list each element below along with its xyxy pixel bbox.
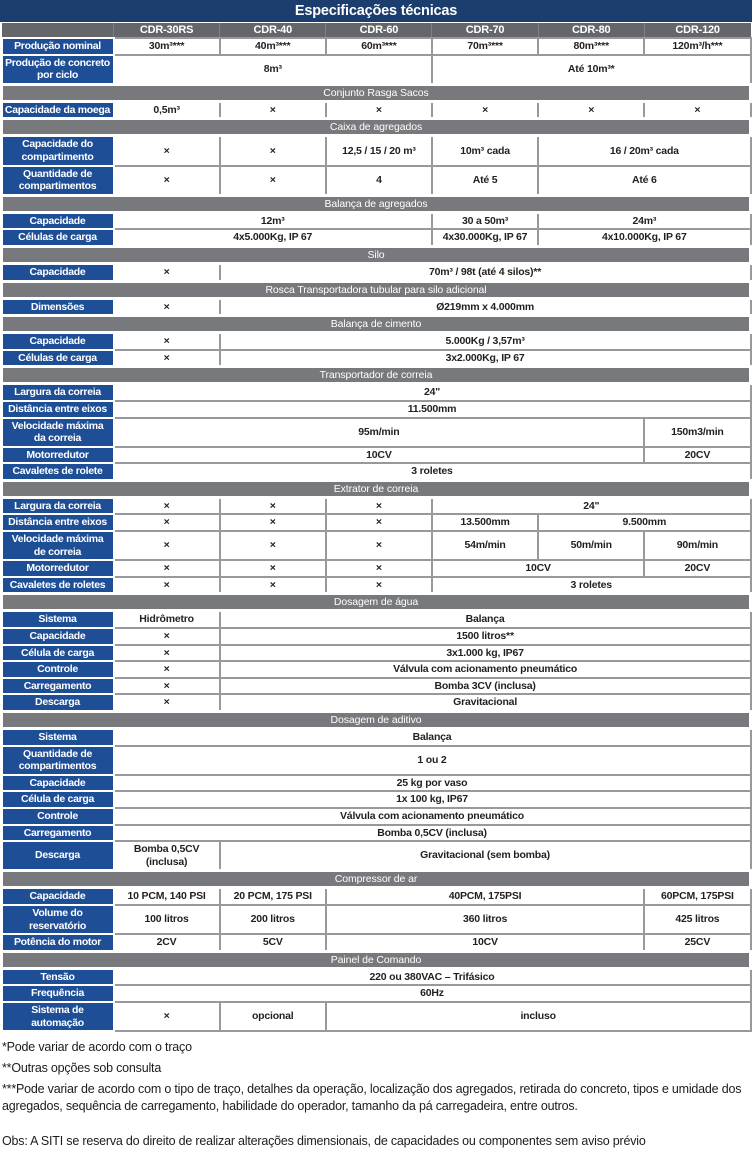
specs-table (0, 23, 752, 1032)
spec-cell: × (114, 1002, 220, 1031)
spec-cell: 95m/min (114, 418, 645, 447)
spec-cell: × (220, 577, 326, 594)
spec-row (2, 350, 751, 367)
spec-cell: × (326, 577, 432, 594)
spec-cell: 200 litros (220, 905, 326, 934)
spec-cell: Balança (114, 729, 751, 746)
spec-cell: 8m³ (114, 55, 432, 85)
section-row (2, 480, 751, 497)
spec-cell: 20CV (644, 447, 750, 464)
row-label: Carregamento (2, 825, 114, 842)
column-header: CDR-80 (538, 23, 644, 38)
spec-cell: 360 litros (326, 905, 644, 934)
spec-row (2, 825, 751, 842)
spec-row (2, 136, 751, 166)
spec-cell: × (220, 136, 326, 166)
spec-cell: Válvula com acionamento pneumático (220, 661, 751, 678)
section-header: Rosca Transportadora tubular para silo adicional (2, 281, 751, 298)
row-label: Distância entre eixos (2, 514, 114, 531)
column-header: CDR-70 (432, 23, 538, 38)
spec-row (2, 645, 751, 662)
row-label: Descarga (2, 694, 114, 711)
section-header: Painel de Comando (2, 951, 751, 968)
spec-cell: 60Hz (114, 985, 751, 1002)
spec-cell: 40m³*** (220, 38, 326, 55)
spec-row (2, 333, 751, 350)
row-label: Volume do reservatório (2, 905, 114, 934)
spec-cell: 24" (432, 497, 751, 514)
spec-cell: × (538, 101, 644, 119)
spec-cell: Balança (220, 611, 751, 628)
specs-table-body (2, 38, 751, 1031)
row-label: Velocidade máxima de correia (2, 531, 114, 560)
spec-cell: 0,5m³ (114, 101, 220, 119)
corner-cell (2, 23, 114, 38)
spec-row (2, 694, 751, 711)
spec-cell: 120m³/h*** (644, 38, 750, 55)
spec-cell: 1500 litros** (220, 628, 751, 645)
spec-row (2, 775, 751, 792)
spec-cell: Bomba 0,5CV (inclusa) (114, 825, 751, 842)
spec-cell: Gravitacional (220, 694, 751, 711)
spec-cell: × (220, 166, 326, 196)
row-label: Capacidade (2, 888, 114, 905)
footnote-traco: *Pode variar de acordo com o traço (2, 1040, 192, 1055)
spec-row (2, 678, 751, 695)
spec-cell: 40PCM, 175PSI (326, 888, 644, 905)
spec-cell: 10CV (432, 560, 644, 577)
row-label: Cavaletes de rolete (2, 463, 114, 480)
spec-row (2, 384, 751, 401)
spec-cell: × (326, 531, 432, 560)
spec-cell: × (326, 514, 432, 531)
row-label: Célula de carga (2, 791, 114, 808)
spec-row (2, 968, 751, 985)
spec-cell: 100 litros (114, 905, 220, 934)
row-label: Células de carga (2, 350, 114, 367)
row-label: Quantidade de compartimentos (2, 166, 114, 196)
spec-row (2, 611, 751, 628)
spec-row (2, 401, 751, 418)
row-label: Capacidade (2, 333, 114, 350)
row-label: Capacidade (2, 775, 114, 792)
section-row (2, 246, 751, 263)
spec-row (2, 463, 751, 480)
spec-cell: 50m/min (538, 531, 644, 560)
section-header: Conjunto Rasga Sacos (2, 84, 751, 101)
spec-cell: × (114, 577, 220, 594)
spec-row (2, 791, 751, 808)
spec-cell: 1 ou 2 (114, 746, 751, 775)
row-label: Largura da correia (2, 497, 114, 514)
section-row (2, 316, 751, 333)
spec-cell: Bomba 0,5CV (inclusa) (114, 841, 220, 871)
spec-cell: × (114, 166, 220, 196)
spec-cell: 30 a 50m³ (432, 212, 538, 229)
section-header: Balança de cimento (2, 316, 751, 333)
spec-row (2, 101, 751, 119)
spec-cell: × (220, 497, 326, 514)
spec-cell: × (114, 514, 220, 531)
spec-row (2, 628, 751, 645)
section-header: Extrator de correia (2, 480, 751, 497)
spec-cell: Hidrômetro (114, 611, 220, 628)
section-header: Caixa de agregados (2, 119, 751, 136)
spec-cell: × (220, 514, 326, 531)
row-label: Controle (2, 808, 114, 825)
spec-cell: × (114, 628, 220, 645)
spec-row (2, 560, 751, 577)
spec-cell: 12m³ (114, 212, 432, 229)
spec-row (2, 298, 751, 316)
specs-table-head (2, 23, 751, 38)
row-label: Cavaletes de roletes (2, 577, 114, 594)
section-row (2, 712, 751, 729)
spec-cell: 150m3/min (644, 418, 750, 447)
spec-cell: 1x 100 kg, IP67 (114, 791, 751, 808)
row-label: Célula de carga (2, 645, 114, 662)
spec-cell: 70m³*** (432, 38, 538, 55)
spec-cell: 11.500mm (114, 401, 751, 418)
spec-row (2, 212, 751, 229)
spec-cell: 10 PCM, 140 PSI (114, 888, 220, 905)
spec-cell: 60PCM, 175PSI (644, 888, 750, 905)
column-header-row (2, 23, 751, 38)
row-label: Velocidade máxima da correia (2, 418, 114, 447)
row-label: Frequência (2, 985, 114, 1002)
spec-cell: 24" (114, 384, 751, 401)
row-label: Capacidade (2, 628, 114, 645)
spec-cell: Até 6 (538, 166, 750, 196)
spec-row (2, 746, 751, 775)
row-label: Sistema (2, 611, 114, 628)
spec-cell: × (114, 298, 220, 316)
row-label: Sistema (2, 729, 114, 746)
spec-cell: incluso (326, 1002, 751, 1031)
spec-cell: 220 ou 380VAC – Trifásico (114, 968, 751, 985)
spec-row (2, 166, 751, 196)
spec-cell: 3x1.000 kg, IP67 (220, 645, 751, 662)
row-label: Produção de concreto por ciclo (2, 55, 114, 85)
spec-row (2, 934, 751, 951)
section-row (2, 195, 751, 212)
spec-cell: Ø219mm x 4.000mm (220, 298, 751, 316)
section-row (2, 594, 751, 611)
section-row (2, 84, 751, 101)
row-label: Quantidade de compartimentos (2, 746, 114, 775)
spec-cell: 4x5.000Kg, IP 67 (114, 229, 432, 246)
section-row (2, 951, 751, 968)
spec-cell: × (114, 350, 220, 367)
spec-cell: Bomba 3CV (inclusa) (220, 678, 751, 695)
spec-cell: × (220, 531, 326, 560)
row-label: Tensão (2, 968, 114, 985)
section-row (2, 871, 751, 888)
spec-cell: 70m³ / 98t (até 4 silos)** (220, 263, 751, 281)
spec-cell: × (220, 101, 326, 119)
column-header: CDR-40 (220, 23, 326, 38)
spec-row (2, 577, 751, 594)
spec-cell: 13.500mm (432, 514, 538, 531)
spec-cell: × (114, 560, 220, 577)
spec-row (2, 55, 751, 85)
spec-cell: 3 roletes (114, 463, 751, 480)
spec-cell: 2CV (114, 934, 220, 951)
spec-cell: 5.000Kg / 3,57m³ (220, 333, 751, 350)
row-label: Dimensões (2, 298, 114, 316)
spec-row (2, 1002, 751, 1031)
spec-row (2, 447, 751, 464)
section-header: Dosagem de água (2, 594, 751, 611)
row-label: Capacidade (2, 212, 114, 229)
spec-cell: 10m³ cada (432, 136, 538, 166)
spec-cell: Válvula com acionamento pneumático (114, 808, 751, 825)
spec-row (2, 418, 751, 447)
spec-cell: Gravitacional (sem bomba) (220, 841, 751, 871)
section-row (2, 119, 751, 136)
spec-row (2, 229, 751, 246)
spec-row (2, 905, 751, 934)
row-label: Capacidade do compartimento (2, 136, 114, 166)
row-label: Distância entre eixos (2, 401, 114, 418)
row-label: Largura da correia (2, 384, 114, 401)
spec-cell: Até 10m³* (432, 55, 751, 85)
spec-cell: Até 5 (432, 166, 538, 196)
spec-cell: × (644, 101, 750, 119)
spec-cell: 4x30.000Kg, IP 67 (432, 229, 538, 246)
spec-cell: 12,5 / 15 / 20 m³ (326, 136, 432, 166)
section-header: Compressor de ar (2, 871, 751, 888)
spec-cell: 54m/min (432, 531, 538, 560)
footnote-variacao: ***Pode variar de acordo com o tipo de traço, detalhes da operação, localização dos agregados, retirada do concreto, tipos e umidade dos agregados, sequência de carregamento, habilidade do operador, tamanho da pá carregadeira, entre outros. (2, 1081, 742, 1114)
spec-row (2, 808, 751, 825)
row-label: Capacidade da moega (2, 101, 114, 119)
footnote-obs: Obs: A SITI se reserva do direito de realizar alterações dimensionais, de capacidades ou componentes sem aviso prévio (2, 1134, 646, 1149)
row-label: Descarga (2, 841, 114, 871)
section-header: Silo (2, 246, 751, 263)
spec-cell: 3x2.000Kg, IP 67 (220, 350, 751, 367)
footnotes (0, 1032, 752, 1151)
spec-cell: 425 litros (644, 905, 750, 934)
spec-cell: 16 / 20m³ cada (538, 136, 750, 166)
section-header: Dosagem de aditivo (2, 712, 751, 729)
spec-row (2, 38, 751, 55)
section-header: Balança de agregados (2, 195, 751, 212)
spec-cell: × (114, 645, 220, 662)
spec-row (2, 729, 751, 746)
spec-cell: 30m³*** (114, 38, 220, 55)
spec-cell: 24m³ (538, 212, 750, 229)
row-label: Potência do motor (2, 934, 114, 951)
spec-row (2, 497, 751, 514)
row-label: Carregamento (2, 678, 114, 695)
row-label: Motorredutor (2, 560, 114, 577)
row-label: Motorredutor (2, 447, 114, 464)
spec-row (2, 841, 751, 871)
section-header: Transportador de correia (2, 367, 751, 384)
spec-cell: 4 (326, 166, 432, 196)
row-label: Produção nominal (2, 38, 114, 55)
spec-cell: 90m/min (644, 531, 750, 560)
spec-cell: 25 kg por vaso (114, 775, 751, 792)
spec-cell: × (432, 101, 538, 119)
footnote-opcoes: **Outras opções sob consulta (2, 1060, 162, 1075)
spec-row (2, 661, 751, 678)
row-label: Controle (2, 661, 114, 678)
spec-cell: opcional (220, 1002, 326, 1031)
column-header: CDR-120 (644, 23, 750, 38)
spec-cell: × (326, 101, 432, 119)
row-label: Sistema de automação (2, 1002, 114, 1031)
spec-row (2, 531, 751, 560)
column-header: CDR-30RS (114, 23, 220, 38)
page-title: Especificações técnicas (0, 0, 752, 23)
spec-row (2, 263, 751, 281)
spec-cell: 3 roletes (432, 577, 751, 594)
spec-cell: 9.500mm (538, 514, 750, 531)
spec-cell: × (114, 333, 220, 350)
spec-cell: 25CV (644, 934, 750, 951)
section-row (2, 281, 751, 298)
spec-cell: × (114, 497, 220, 514)
spec-cell: 80m³*** (538, 38, 644, 55)
spec-cell: 5CV (220, 934, 326, 951)
spec-cell: 10CV (114, 447, 645, 464)
row-label: Células de carga (2, 229, 114, 246)
spec-row (2, 888, 751, 905)
spec-cell: 60m³*** (326, 38, 432, 55)
spec-cell: × (220, 560, 326, 577)
row-label: Capacidade (2, 263, 114, 281)
column-header: CDR-60 (326, 23, 432, 38)
spec-row (2, 985, 751, 1002)
spec-cell: × (326, 497, 432, 514)
spec-cell: 10CV (326, 934, 644, 951)
spec-cell: × (114, 263, 220, 281)
spec-cell: × (114, 678, 220, 695)
spec-cell: 20 PCM, 175 PSI (220, 888, 326, 905)
spec-cell: × (114, 661, 220, 678)
spec-cell: 4x10.000Kg, IP 67 (538, 229, 750, 246)
spec-cell: × (326, 560, 432, 577)
spec-cell: × (114, 136, 220, 166)
spec-row (2, 514, 751, 531)
spec-cell: × (114, 531, 220, 560)
section-row (2, 367, 751, 384)
spec-cell: 20CV (644, 560, 750, 577)
spec-cell: × (114, 694, 220, 711)
